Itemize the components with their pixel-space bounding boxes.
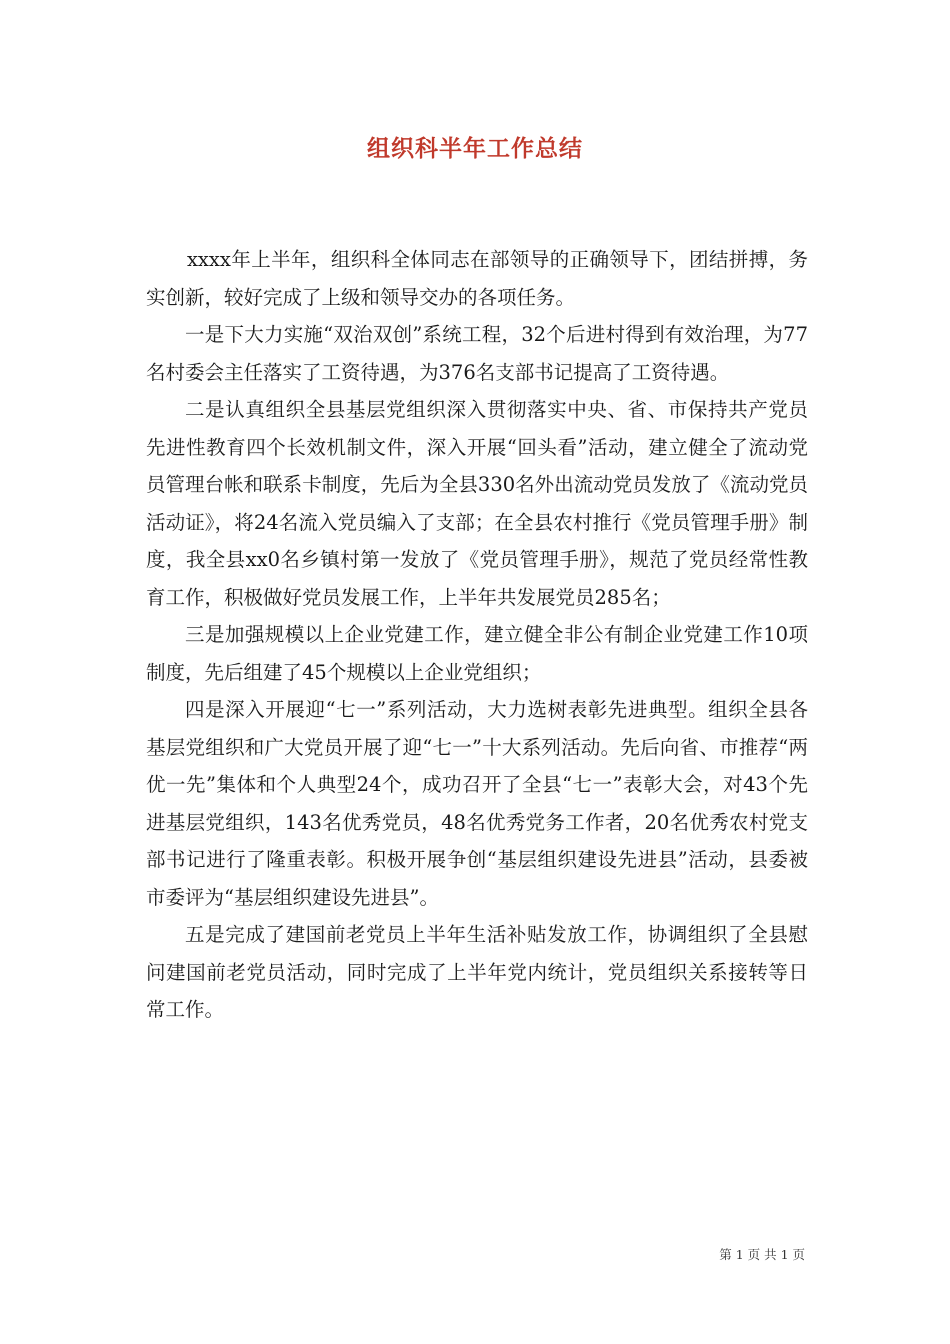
paragraph-item-5: 五是完成了建国前老党员上半年生活补贴发放工作，协调组织了全县慰问建国前老党员活动，同时完成了上半年党内统计，党员组织关系接转等日常工作。 xyxy=(146,923,808,1021)
paragraph-item-4: 四是深入开展迎“七一”系列活动，大力选树表彰先进典型。组织全县各基层党组织和广大党员开展了迎“七一”十大系列活动。先后向省、市推荐“两优一先”集体和个人典型24个，成功召开了全县“七一”表彰大会，对43个先进基层党组织，143名优秀党员，48名优秀党务工作者，20名优秀农村党支部书记进行了隆重表彰。积极开展争创“基层组织建设先进县”活动，县委被市委评为“基层组织建设先进县”。 xyxy=(146,698,808,909)
paragraph-item-3: 三是加强规模以上企业党建工作，建立健全非公有制企业党建工作10项制度，先后组建了45个规模以上企业党组织； xyxy=(146,623,808,684)
paragraph-item-2: 二是认真组织全县基层党组织深入贯彻落实中央、省、市保持共产党员先进性教育四个长效机制文件，深入开展“回头看”活动，建立健全了流动党员管理台帐和联系卡制度，先后为全县330名外出流动党员发放了《流动党员活动证》，将24名流入党员编入了支部；在全县农村推行《党员管理手册》制度，我全县xx0名乡镇村第一发放了《党员管理手册》，规范了党员经常性教育工作，积极做好党员发展工作，上半年共发展党员285名； xyxy=(146,398,808,609)
paragraph-item-1: 一是下大力实施“双治双创”系统工程，32个后进村得到有效治理，为77名村委会主任落实了工资待遇，为376名支部书记提高了工资待遇。 xyxy=(146,323,808,384)
document-title: 组织科半年工作总结 xyxy=(367,136,583,162)
page-number-footer: 第 1 页 共 1 页 xyxy=(719,1247,805,1262)
document-body xyxy=(146,241,808,1029)
paragraph-intro: xxxx年上半年，组织科全体同志在部领导的正确领导下，团结拼搏，务实创新，较好完成了上级和领导交办的各项任务。 xyxy=(146,248,808,309)
